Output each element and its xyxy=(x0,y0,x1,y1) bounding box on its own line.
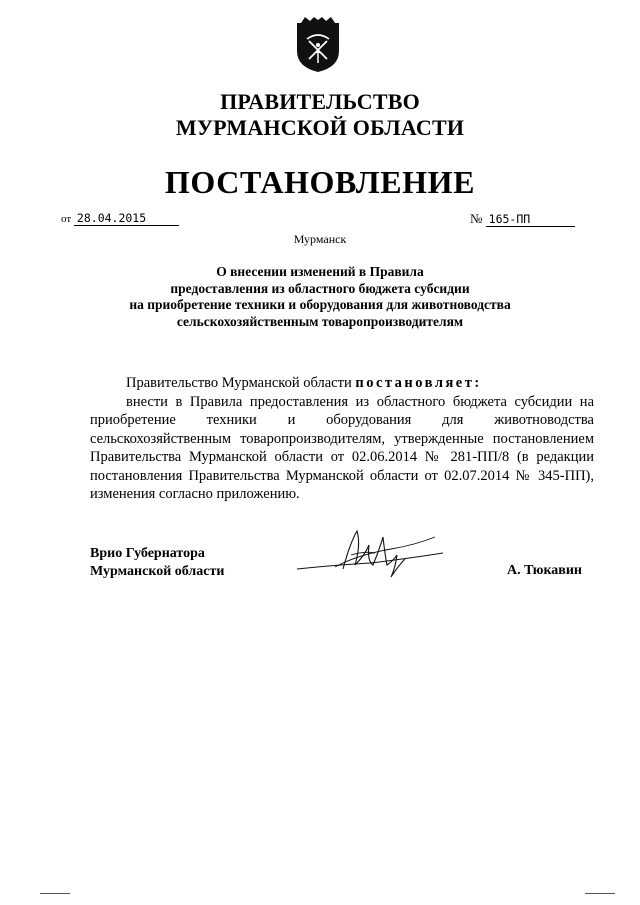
number-value: 165-ПП xyxy=(486,212,575,227)
handwritten-signature xyxy=(295,525,445,585)
intro-text: Правительство Мурманской области xyxy=(126,375,356,391)
number-row xyxy=(470,211,575,227)
signatory-position xyxy=(90,545,224,581)
subject-line-2: предоставления из областного бюджета субсидии xyxy=(170,280,470,296)
resolution-paragraph: внести в Правила предоставления из областного бюджета субсидии на приобретение техники и оборудования для животноводства сельскохозяйственным товаропроизводителям, утвержденные постановлением Правительства Мурманской области от 02.06.2014 № 281-ПП/8 (в редакции постановления Правительства Мурманской области от 02.07.2014 № 345-ПП), изменения согласно приложению. xyxy=(90,393,594,502)
document-subject xyxy=(0,264,640,330)
government-line-2: МУРМАНСКОЙ ОБЛАСТИ xyxy=(175,115,465,140)
signatory-name: А. Тюкавин xyxy=(507,563,582,578)
document-body xyxy=(90,374,594,504)
resolution-intro xyxy=(90,374,594,393)
subject-line-4: сельскохозяйственным товаропроизводителям xyxy=(176,313,464,329)
government-title xyxy=(0,89,640,141)
coat-of-arms-icon xyxy=(293,17,343,73)
city: Мурманск xyxy=(293,232,347,246)
resolution-verb: постановляет: xyxy=(355,375,482,391)
date-row xyxy=(61,211,179,226)
date-label: от xyxy=(61,213,72,225)
signatory-position-line-1: Врио Губернатора xyxy=(90,546,205,561)
subject-line-3: на приобретение техники и оборудования для животноводства xyxy=(129,297,511,312)
scan-mark xyxy=(40,893,70,894)
number-label: № xyxy=(470,211,483,226)
scan-mark xyxy=(585,893,615,894)
signatory-position-line-2: Мурманской области xyxy=(90,564,225,579)
date-value: 28.04.2015 xyxy=(74,211,179,226)
government-line-1: ПРАВИТЕЛЬСТВО xyxy=(220,89,420,114)
subject-line-1: О внесении изменений в Правила xyxy=(216,264,424,279)
document-type: ПОСТАНОВЛЕНИЕ xyxy=(164,164,476,200)
